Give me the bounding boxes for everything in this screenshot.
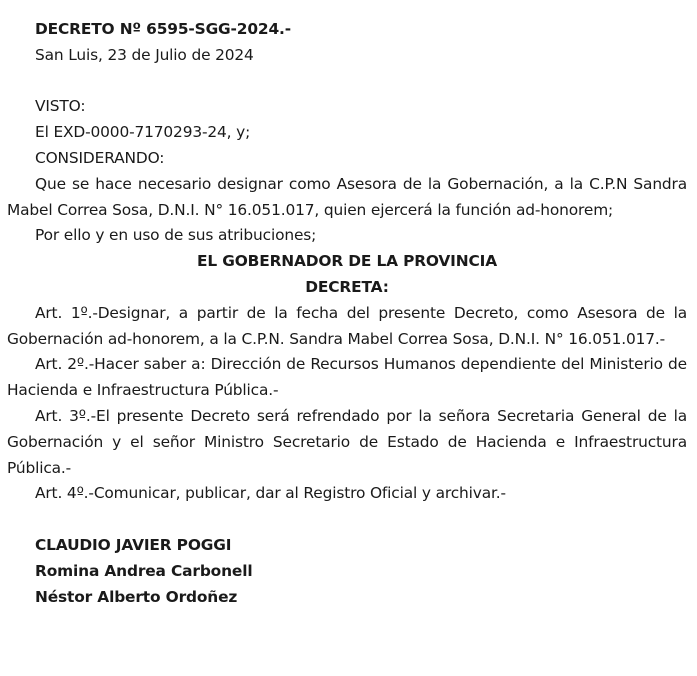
signature-governor: CLAUDIO JAVIER POGGI [35, 535, 232, 554]
article-1: Art. 1º.-Designar, a partir de la fecha del presente Decreto, como Asesora de la Gobernación ad-honorem, a la C.P.N. Sandra Mabel Correa Sosa, D.N.I. N° 16.051.017.- [7, 303, 687, 348]
spacer [7, 69, 687, 95]
authority-line: EL GOBERNADOR DE LA PROVINCIA [197, 252, 497, 271]
article-2: Art. 2º.-Hacer saber a: Dirección de Recursos Humanos dependiente del Ministerio de Hacienda e Infraestructura Pública.- [7, 355, 687, 400]
article-3: Art. 3º.-El presente Decreto será refrendado por la señora Secretaria General de la Gobernación y el señor Ministro Secretario de Estado de Hacienda e Infraestructura Pública.- [7, 406, 687, 477]
signature-minister: Néstor Alberto Ordoñez [35, 587, 238, 606]
visto-label: VISTO: [35, 97, 86, 116]
place-date: San Luis, 23 de Julio de 2024 [35, 45, 254, 64]
article-4: Art. 4º.-Comunicar, publicar, dar al Registro Oficial y archivar.- [35, 484, 506, 503]
decreta-label: DECRETA: [305, 277, 389, 296]
considerando-label: CONSIDERANDO: [35, 148, 165, 167]
visto-text: El EXD-0000-7170293-24, y; [35, 123, 251, 142]
decree-document [7, 17, 687, 610]
considerando-paragraph: Que se hace necesario designar como Asesora de la Gobernación, a la C.P.N Sandra Mabel Correa Sosa, D.N.I. N° 16.051.017, quien ejercerá la función ad-honorem; [7, 174, 687, 219]
decree-number: DECRETO Nº 6595-SGG-2024.- [35, 20, 291, 38]
considerando-closing: Por ello y en uso de sus atribuciones; [35, 226, 317, 245]
signature-secretary: Romina Andrea Carbonell [35, 561, 253, 580]
spacer [7, 507, 687, 533]
